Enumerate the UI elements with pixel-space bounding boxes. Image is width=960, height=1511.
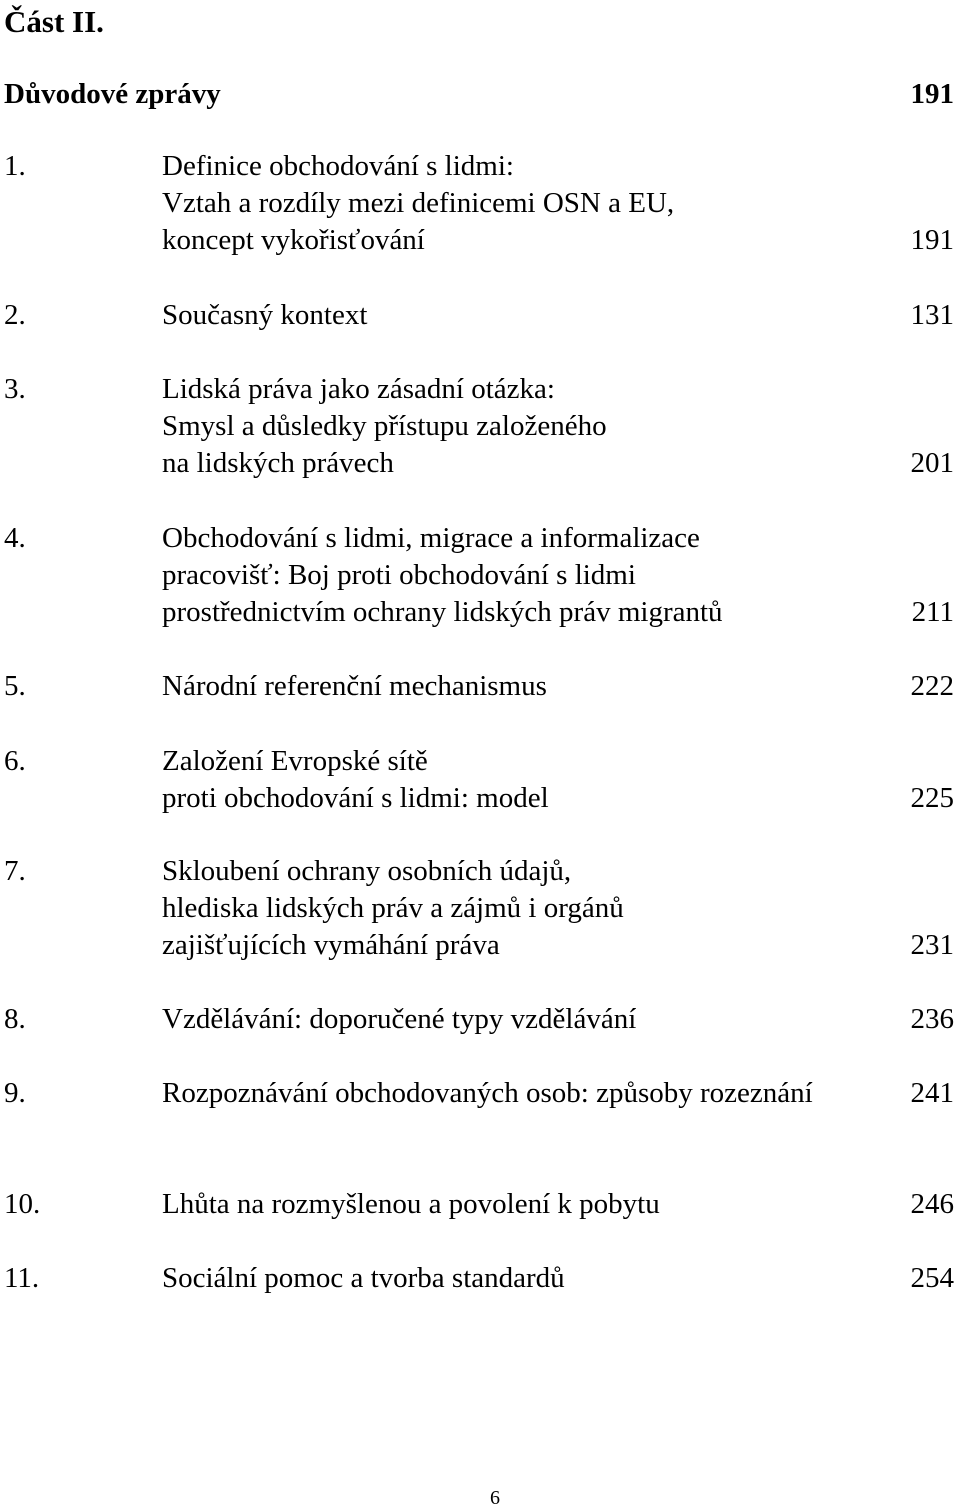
toc-entry-number: 8. [4, 1003, 26, 1035]
toc-entry-page-number: 222 [910, 670, 954, 702]
toc-entry-10 [4, 1186, 954, 1223]
toc-entry-3 [4, 371, 954, 482]
toc-entry-line: na lidských právech [162, 447, 394, 479]
section-page-number: 191 [910, 78, 954, 110]
toc-entry-line: Rozpoznávání obchodovaných osob: způsoby rozeznání [162, 1077, 813, 1109]
toc-entry-page-number: 225 [910, 782, 954, 814]
toc-entry-line: Obchodování s lidmi, migrace a informalizace [162, 522, 700, 554]
toc-entry-page-number: 201 [910, 447, 954, 479]
toc-entry-number: 6. [4, 745, 26, 777]
toc-entry-page-number: 191 [910, 224, 954, 256]
toc-entry-page-number: 211 [911, 596, 954, 628]
toc-entry-number: 1. [4, 150, 26, 182]
toc-entry-1 [4, 148, 954, 259]
toc-entry-page-number: 236 [910, 1003, 954, 1035]
toc-entry-line: Vztah a rozdíly mezi definicemi OSN a EU, [162, 187, 675, 219]
section-heading-row [4, 74, 954, 114]
toc-entry-line: Národní referenční mechanismus [162, 670, 547, 702]
toc-entry-number: 7. [4, 855, 26, 887]
toc-entry-7 [4, 853, 954, 964]
toc-entry-number: 5. [4, 670, 26, 702]
footer-page-number: 6 [490, 1487, 500, 1509]
toc-entry-line: Sociální pomoc a tvorba standardů [162, 1262, 565, 1294]
toc-entry-2 [4, 297, 954, 334]
section-title: Důvodové zprávy [4, 78, 221, 110]
part-title: Část II. [4, 4, 104, 39]
toc-entry-line: Smysl a důsledky přístupu založeného [162, 410, 607, 442]
toc-entry-number: 10. [4, 1188, 41, 1220]
toc-entry-line: Definice obchodování s lidmi: [162, 150, 514, 182]
toc-entry-line: Skloubení ochrany osobních údajů, [162, 855, 572, 887]
toc-entry-page-number: 131 [910, 299, 954, 331]
toc-entry-line: koncept vykořisťování [162, 224, 425, 256]
toc-entry-page-number: 231 [910, 929, 954, 961]
toc-entry-8 [4, 1001, 954, 1038]
toc-entry-number: 9. [4, 1077, 26, 1109]
toc-entry-number: 2. [4, 299, 26, 331]
toc-entry-line: Vzdělávání: doporučené typy vzdělávání [162, 1003, 637, 1035]
toc-entry-line: hlediska lidských práv a zájmů i orgánů [162, 892, 624, 924]
toc-entry-line: prostřednictvím ochrany lidských práv migrantů [162, 596, 723, 628]
toc-entry-number: 11. [4, 1262, 40, 1294]
toc-entry-4 [4, 520, 954, 631]
toc-entry-line: Lhůta na rozmyšlenou a povolení k pobytu [162, 1188, 660, 1220]
toc-entry-5 [4, 668, 954, 705]
toc-entry-line: zajišťujících vymáhání práva [162, 929, 500, 961]
toc-entry-11 [4, 1260, 954, 1297]
toc-entry-number: 4. [4, 522, 26, 554]
toc-entry-9 [4, 1075, 954, 1112]
toc-entry-number: 3. [4, 373, 26, 405]
toc-entry-page-number: 241 [910, 1077, 954, 1109]
toc-entry-page-number: 254 [910, 1262, 954, 1294]
toc-entry-line: proti obchodování s lidmi: model [162, 782, 549, 814]
toc-entry-line: Současný kontext [162, 299, 368, 331]
toc-entry-6 [4, 743, 954, 817]
toc-entry-page-number: 246 [910, 1188, 954, 1220]
toc-entry-line: pracovišť: Boj proti obchodování s lidmi [162, 559, 636, 591]
toc-entry-line: Lidská práva jako zásadní otázka: [162, 373, 555, 405]
toc-entry-line: Založení Evropské sítě [162, 745, 428, 777]
